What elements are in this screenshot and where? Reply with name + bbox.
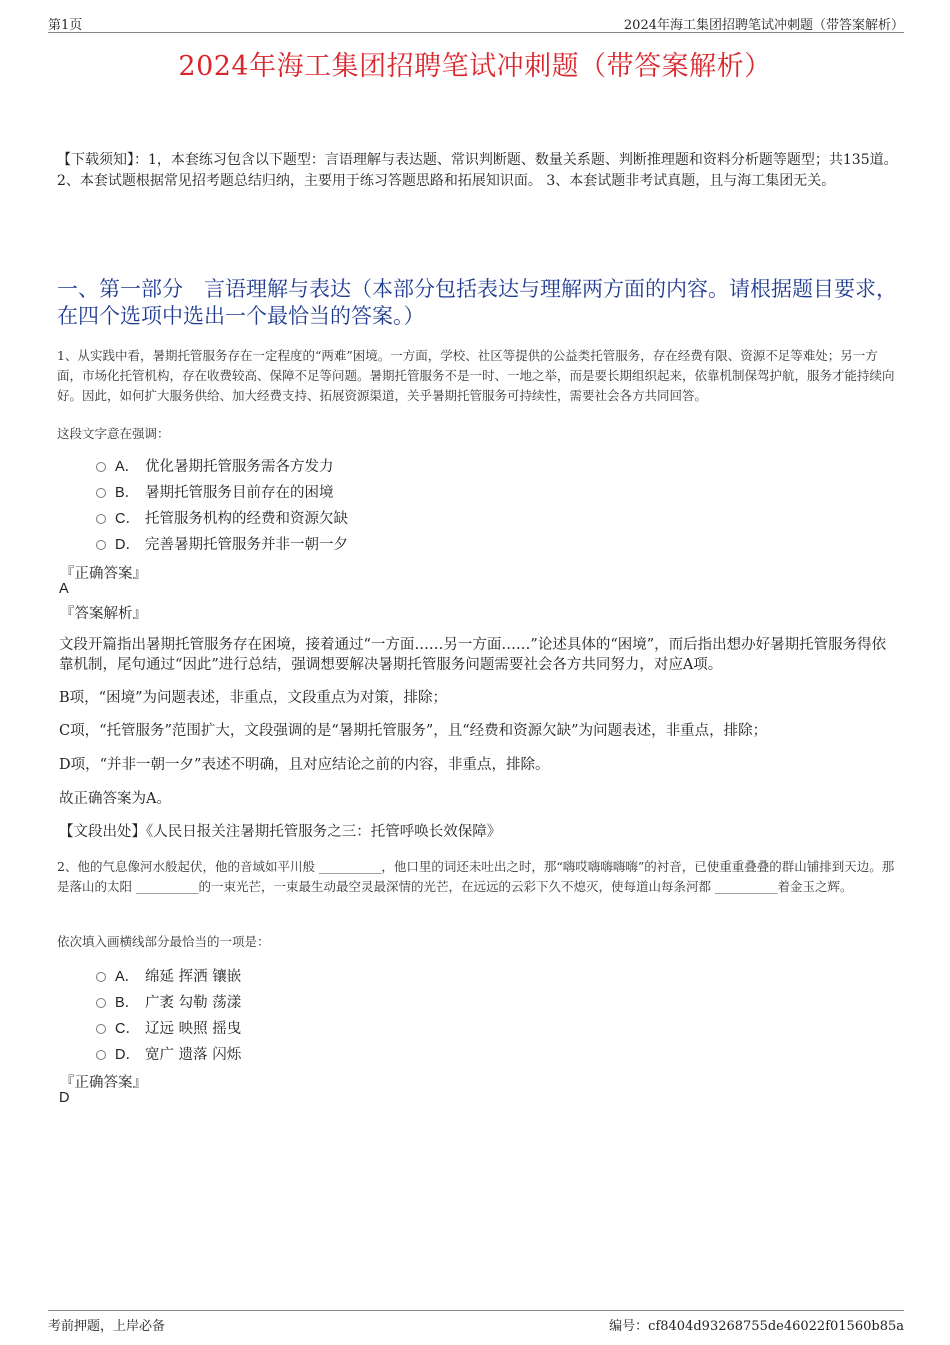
radio-icon[interactable] — [96, 1024, 106, 1034]
q2-option-d[interactable]: D． 宽广 遗落 闪烁 — [96, 1040, 241, 1066]
q1-analysis-label: 『答案解析』 — [60, 606, 147, 622]
q2-options — [96, 962, 241, 1066]
radio-icon[interactable] — [96, 488, 106, 498]
q1-source: 【文段出处】《人民日报关注暑期托管服务之三：托管呼唤长效保障》 — [59, 824, 502, 840]
radio-icon[interactable] — [96, 514, 106, 524]
download-notice: 【下载须知】：1，本套练习包含以下题型：言语理解与表达题、常识判断题、数量关系题、判断推理题和资料分析题等题型；共135道。 2、本套试题根据常见招考题总结归纳，主要用于练习答题思路和拓展知识面。 3、本套试题非考试真题，且与海工集团无关。 — [57, 152, 898, 189]
radio-icon[interactable] — [96, 1050, 106, 1060]
q1-analysis-para: 文段开篇指出暑期托管服务存在困境，接着通过“一方面……另一方面……”论述具体的“困境”，而后指出想办好暑期托管服务得依靠机制，尾句通过“因此”进行总结，强调想要解决暑期托管服务问题需要社会各方共同努力，对应A项。 — [59, 637, 887, 673]
q2-prompt: 依次填入画横线部分最恰当的一项是： — [57, 934, 270, 949]
page-number: 第1页 — [48, 18, 83, 33]
footer-slogan: 考前押题，上岸必备 — [48, 1319, 166, 1334]
q2-stem: 2、他的气息像河水般起伏，他的音域如平川般 __________，他口里的词还未吐出之时，那“嗨哎嗨嗨嗨嗨”的衬音，已使重重叠叠的群山铺排到天边。那是落山的太阳 __________的一束光芒，一束最生动最空灵最深情的光芒，在远远的云彩下久不熄灭，使每道山每条河都 __________着金玉之辉。 — [57, 859, 895, 894]
page-header — [48, 14, 904, 33]
page-footer — [48, 1310, 904, 1333]
q1-stem: 1、从实践中看，暑期托管服务存在一定程度的“两难”困境。一方面，学校、社区等提供的公益类托管服务，存在经费有限、资源不足等难处；另一方面，市场化托管机构，存在收费较高、保障不足等问题。暑期托管服务不是一时、一地之举，而是要长期组织起来，依靠机制保驾护航，服务才能持续向好。因此，如何扩大服务供给、加大经费支持、拓展资源渠道，关乎暑期托管服务可持续性，需要社会各方共同回答。 — [57, 348, 895, 403]
q1-prompt: 这段文字意在强调： — [57, 426, 170, 441]
page-title: 2024年海工集团招聘笔试冲刺题（带答案解析） — [178, 51, 772, 82]
footer-doc-id: 编号：cf8404d93268755de46022f01560b85a — [609, 1319, 904, 1334]
header-doc-title: 2024年海工集团招聘笔试冲刺题（带答案解析） — [623, 18, 904, 33]
q1-options — [96, 452, 348, 556]
q1-analysis-para: 故正确答案为A。 — [59, 791, 171, 807]
q1-answer: A — [59, 581, 69, 597]
q2-option-b[interactable]: B． 广袤 勾勒 荡漾 — [96, 988, 241, 1014]
q1-option-a[interactable]: A． 优化暑期托管服务需各方发力 — [96, 452, 348, 478]
radio-icon[interactable] — [96, 540, 106, 550]
q1-analysis-para: D项，“并非一朝一夕”表述不明确，且对应结论之前的内容，非重点，排除。 — [59, 757, 550, 773]
radio-icon[interactable] — [96, 972, 106, 982]
q2-option-a[interactable]: A． 绵延 挥洒 镶嵌 — [96, 962, 241, 988]
radio-icon[interactable] — [96, 998, 106, 1008]
section-title: 一、第一部分 言语理解与表达（本部分包括表达与理解两方面的内容。请根据题目要求，在四个选项中选出一个最恰当的答案。） — [57, 277, 897, 328]
q1-analysis-para: B项，“困境”为问题表述，非重点，文段重点为对策，排除； — [59, 690, 447, 706]
q2-answer: D — [59, 1090, 70, 1106]
q1-option-b[interactable]: B． 暑期托管服务目前存在的困境 — [96, 478, 348, 504]
radio-icon[interactable] — [96, 462, 106, 472]
q1-option-c[interactable]: C． 托管服务机构的经费和资源欠缺 — [96, 504, 348, 530]
q2-answer-label: 『正确答案』 — [60, 1075, 147, 1091]
q1-option-d[interactable]: D． 完善暑期托管服务并非一朝一夕 — [96, 530, 348, 556]
q1-answer-label: 『正确答案』 — [60, 566, 147, 582]
q1-analysis-para: C项，“托管服务”范围扩大，文段强调的是“暑期托管服务”，且“经费和资源欠缺”为问题表述，非重点，排除； — [59, 723, 768, 739]
q2-option-c[interactable]: C． 辽远 映照 摇曳 — [96, 1014, 241, 1040]
